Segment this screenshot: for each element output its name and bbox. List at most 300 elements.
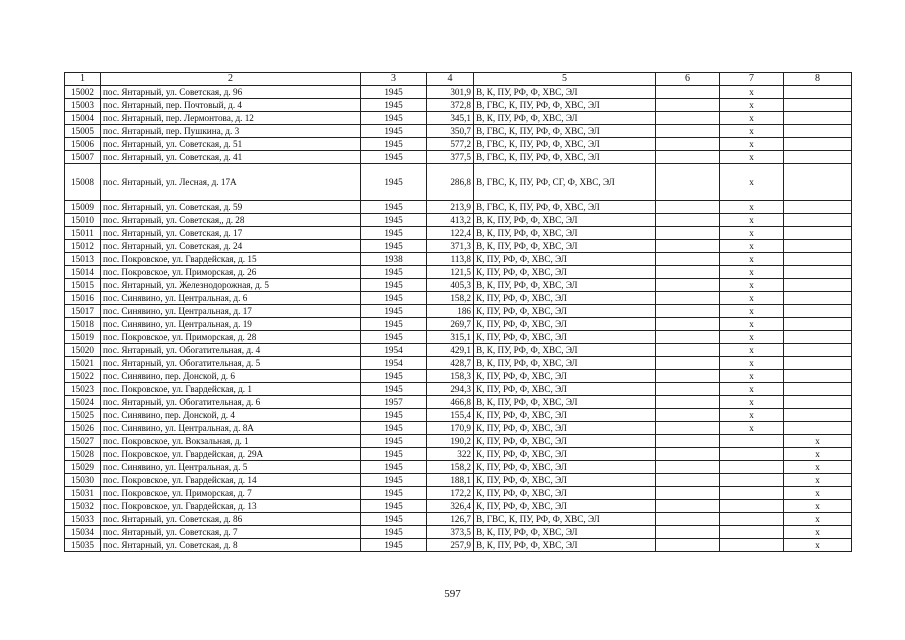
column-6-cell	[656, 86, 720, 99]
utilities-cell: К, ПУ, РФ, Ф, ХВС, ЭЛ	[474, 266, 656, 279]
column-8-mark	[784, 305, 852, 318]
column-8-mark: x	[784, 513, 852, 526]
area-cell: 371,3	[427, 240, 474, 253]
utilities-cell: В, К, ПУ, РФ, Ф, ХВС, ЭЛ	[474, 227, 656, 240]
area-cell: 428,7	[427, 357, 474, 370]
row-number: 15009	[65, 201, 101, 214]
row-number: 15034	[65, 526, 101, 539]
year-cell: 1954	[361, 357, 427, 370]
table-row	[65, 500, 852, 513]
area-cell: 170,9	[427, 422, 474, 435]
address-cell: пос. Синявино, ул. Центральная, д. 19	[101, 318, 361, 331]
column-8-mark	[784, 370, 852, 383]
column-6-cell	[656, 370, 720, 383]
table-row	[65, 422, 852, 435]
year-cell: 1945	[361, 409, 427, 422]
row-number: 15035	[65, 539, 101, 552]
column-6-cell	[656, 422, 720, 435]
column-6-cell	[656, 513, 720, 526]
address-cell: пос. Покровское, ул. Гвардейская, д. 15	[101, 253, 361, 266]
address-cell: пос. Покровское, ул. Гвардейская, д. 13	[101, 500, 361, 513]
column-header: 5	[474, 73, 656, 86]
registry-table	[64, 72, 852, 552]
year-cell: 1945	[361, 266, 427, 279]
column-8-mark	[784, 151, 852, 164]
table-row	[65, 99, 852, 112]
column-7-mark	[720, 539, 784, 552]
address-cell: пос. Янтарный, ул. Советская, д. 7	[101, 526, 361, 539]
column-6-cell	[656, 164, 720, 201]
column-7-mark: x	[720, 227, 784, 240]
column-8-mark	[784, 292, 852, 305]
year-cell: 1945	[361, 370, 427, 383]
year-cell: 1945	[361, 125, 427, 138]
column-header: 6	[656, 73, 720, 86]
utilities-cell: В, К, ПУ, РФ, Ф, ХВС, ЭЛ	[474, 357, 656, 370]
column-6-cell	[656, 357, 720, 370]
column-8-mark	[784, 201, 852, 214]
address-cell: пос. Янтарный, ул. Советская, д. 51	[101, 138, 361, 151]
column-7-mark: x	[720, 279, 784, 292]
table-row	[65, 435, 852, 448]
column-7-mark: x	[720, 383, 784, 396]
column-6-cell	[656, 125, 720, 138]
column-6-cell	[656, 138, 720, 151]
row-number: 15008	[65, 164, 101, 201]
row-number: 15024	[65, 396, 101, 409]
table-row	[65, 396, 852, 409]
utilities-cell: В, ГВС, К, ПУ, РФ, Ф, ХВС, ЭЛ	[474, 201, 656, 214]
row-number: 15020	[65, 344, 101, 357]
area-cell: 155,4	[427, 409, 474, 422]
table-row	[65, 227, 852, 240]
column-6-cell	[656, 396, 720, 409]
utilities-cell: В, ГВС, К, ПУ, РФ, Ф, ХВС, ЭЛ	[474, 125, 656, 138]
column-8-mark	[784, 279, 852, 292]
utilities-cell: В, ГВС, К, ПУ, РФ, СГ, Ф, ХВС, ЭЛ	[474, 164, 656, 201]
year-cell: 1945	[361, 279, 427, 292]
year-cell: 1945	[361, 318, 427, 331]
year-cell: 1945	[361, 383, 427, 396]
address-cell: пос. Синявино, пер. Донской, д. 6	[101, 370, 361, 383]
address-cell: пос. Янтарный, пер. Пушкина, д. 3	[101, 125, 361, 138]
column-8-mark	[784, 164, 852, 201]
column-7-mark	[720, 500, 784, 513]
column-7-mark	[720, 526, 784, 539]
address-cell: пос. Янтарный, пер. Почтовый, д. 4	[101, 99, 361, 112]
column-8-mark	[784, 214, 852, 227]
row-number: 15014	[65, 266, 101, 279]
row-number: 15012	[65, 240, 101, 253]
address-cell: пос. Янтарный, ул. Советская, д. 59	[101, 201, 361, 214]
year-cell: 1945	[361, 448, 427, 461]
row-number: 15015	[65, 279, 101, 292]
column-header: 1	[65, 73, 101, 86]
row-number: 15002	[65, 86, 101, 99]
address-cell: пос. Синявино, пер. Донской, д. 4	[101, 409, 361, 422]
row-number: 15033	[65, 513, 101, 526]
area-cell: 372,8	[427, 99, 474, 112]
column-6-cell	[656, 474, 720, 487]
utilities-cell: К, ПУ, РФ, Ф, ХВС, ЭЛ	[474, 370, 656, 383]
row-number: 15028	[65, 448, 101, 461]
area-cell: 377,5	[427, 151, 474, 164]
address-cell: пос. Янтарный, ул. Обогатительная, д. 4	[101, 344, 361, 357]
year-cell: 1945	[361, 86, 427, 99]
table-row	[65, 526, 852, 539]
row-number: 15026	[65, 422, 101, 435]
column-8-mark	[784, 331, 852, 344]
column-7-mark: x	[720, 99, 784, 112]
year-cell: 1945	[361, 422, 427, 435]
row-number: 15027	[65, 435, 101, 448]
utilities-cell: К, ПУ, РФ, Ф, ХВС, ЭЛ	[474, 422, 656, 435]
area-cell: 158,3	[427, 370, 474, 383]
column-7-mark	[720, 435, 784, 448]
row-number: 15016	[65, 292, 101, 305]
column-7-mark: x	[720, 240, 784, 253]
address-cell: пос. Янтарный, ул. Обогатительная, д. 6	[101, 396, 361, 409]
column-7-mark: x	[720, 266, 784, 279]
area-cell: 301,9	[427, 86, 474, 99]
utilities-cell: К, ПУ, РФ, Ф, ХВС, ЭЛ	[474, 500, 656, 513]
area-cell: 158,2	[427, 292, 474, 305]
address-cell: пос. Синявино, ул. Центральная, д. 17	[101, 305, 361, 318]
column-8-mark	[784, 266, 852, 279]
column-6-cell	[656, 99, 720, 112]
column-6-cell	[656, 305, 720, 318]
table-row	[65, 448, 852, 461]
column-header: 7	[720, 73, 784, 86]
utilities-cell: В, К, ПУ, РФ, Ф, ХВС, ЭЛ	[474, 526, 656, 539]
column-8-mark	[784, 318, 852, 331]
row-number: 15032	[65, 500, 101, 513]
year-cell: 1945	[361, 138, 427, 151]
row-number: 15017	[65, 305, 101, 318]
utilities-cell: В, К, ПУ, РФ, Ф, ХВС, ЭЛ	[474, 240, 656, 253]
row-number: 15013	[65, 253, 101, 266]
row-number: 15031	[65, 487, 101, 500]
year-cell: 1945	[361, 487, 427, 500]
table-row	[65, 138, 852, 151]
row-number: 15021	[65, 357, 101, 370]
table-row	[65, 240, 852, 253]
utilities-cell: К, ПУ, РФ, Ф, ХВС, ЭЛ	[474, 292, 656, 305]
area-cell: 405,3	[427, 279, 474, 292]
year-cell: 1945	[361, 99, 427, 112]
table-row	[65, 513, 852, 526]
table-row	[65, 279, 852, 292]
column-6-cell	[656, 500, 720, 513]
year-cell: 1945	[361, 214, 427, 227]
column-7-mark: x	[720, 305, 784, 318]
area-cell: 190,2	[427, 435, 474, 448]
row-number: 15025	[65, 409, 101, 422]
area-cell: 413,2	[427, 214, 474, 227]
utilities-cell: К, ПУ, РФ, Ф, ХВС, ЭЛ	[474, 448, 656, 461]
column-7-mark: x	[720, 396, 784, 409]
table-row	[65, 125, 852, 138]
table-row	[65, 383, 852, 396]
year-cell: 1945	[361, 474, 427, 487]
area-cell: 322	[427, 448, 474, 461]
utilities-cell: К, ПУ, РФ, Ф, ХВС, ЭЛ	[474, 383, 656, 396]
area-cell: 373,5	[427, 526, 474, 539]
column-8-mark: x	[784, 474, 852, 487]
column-header: 2	[101, 73, 361, 86]
column-7-mark: x	[720, 292, 784, 305]
area-cell: 186	[427, 305, 474, 318]
table-row	[65, 266, 852, 279]
area-cell: 429,1	[427, 344, 474, 357]
column-7-mark	[720, 487, 784, 500]
utilities-cell: В, К, ПУ, РФ, Ф, ХВС, ЭЛ	[474, 279, 656, 292]
address-cell: пос. Янтарный, ул. Советская, д. 96	[101, 86, 361, 99]
address-cell: пос. Покровское, ул. Гвардейская, д. 14	[101, 474, 361, 487]
column-7-mark: x	[720, 331, 784, 344]
year-cell: 1945	[361, 513, 427, 526]
utilities-cell: К, ПУ, РФ, Ф, ХВС, ЭЛ	[474, 318, 656, 331]
column-6-cell	[656, 383, 720, 396]
area-cell: 158,2	[427, 461, 474, 474]
column-7-mark: x	[720, 112, 784, 125]
column-6-cell	[656, 331, 720, 344]
column-8-mark	[784, 138, 852, 151]
column-6-cell	[656, 151, 720, 164]
column-6-cell	[656, 112, 720, 125]
year-cell: 1945	[361, 435, 427, 448]
address-cell: пос. Покровское, ул. Приморская, д. 7	[101, 487, 361, 500]
table-row	[65, 318, 852, 331]
column-7-mark: x	[720, 253, 784, 266]
column-6-cell	[656, 487, 720, 500]
utilities-cell: В, ГВС, К, ПУ, РФ, Ф, ХВС, ЭЛ	[474, 138, 656, 151]
column-6-cell	[656, 279, 720, 292]
address-cell: пос. Янтарный, ул. Лесная, д. 17А	[101, 164, 361, 201]
column-7-mark: x	[720, 422, 784, 435]
column-7-mark: x	[720, 86, 784, 99]
utilities-cell: К, ПУ, РФ, Ф, ХВС, ЭЛ	[474, 474, 656, 487]
address-cell: пос. Янтарный, ул. Обогатительная, д. 5	[101, 357, 361, 370]
header-row	[65, 73, 852, 86]
address-cell: пос. Синявино, ул. Центральная, д. 5	[101, 461, 361, 474]
column-7-mark: x	[720, 370, 784, 383]
table-row	[65, 461, 852, 474]
area-cell: 121,5	[427, 266, 474, 279]
column-7-mark: x	[720, 151, 784, 164]
utilities-cell: В, ГВС, К, ПУ, РФ, Ф, ХВС, ЭЛ	[474, 99, 656, 112]
address-cell: пос. Янтарный, ул. Советская, д. 17	[101, 227, 361, 240]
column-6-cell	[656, 448, 720, 461]
table-row	[65, 253, 852, 266]
table-row	[65, 344, 852, 357]
utilities-cell: К, ПУ, РФ, Ф, ХВС, ЭЛ	[474, 409, 656, 422]
column-6-cell	[656, 227, 720, 240]
column-7-mark: x	[720, 201, 784, 214]
row-number: 15018	[65, 318, 101, 331]
table-row	[65, 151, 852, 164]
column-6-cell	[656, 201, 720, 214]
address-cell: пос. Янтарный, ул. Советская, д. 8	[101, 539, 361, 552]
table-row	[65, 292, 852, 305]
page-number: 597	[444, 588, 461, 600]
utilities-cell: В, К, ПУ, РФ, Ф, ХВС, ЭЛ	[474, 112, 656, 125]
column-8-mark	[784, 86, 852, 99]
column-7-mark	[720, 474, 784, 487]
column-6-cell	[656, 409, 720, 422]
column-8-mark: x	[784, 435, 852, 448]
utilities-cell: К, ПУ, РФ, Ф, ХВС, ЭЛ	[474, 331, 656, 344]
column-8-mark	[784, 344, 852, 357]
utilities-cell: К, ПУ, РФ, Ф, ХВС, ЭЛ	[474, 253, 656, 266]
row-number: 15022	[65, 370, 101, 383]
utilities-cell: В, К, ПУ, РФ, Ф, ХВС, ЭЛ	[474, 539, 656, 552]
table-row	[65, 539, 852, 552]
address-cell: пос. Покровское, ул. Гвардейская, д. 1	[101, 383, 361, 396]
year-cell: 1945	[361, 331, 427, 344]
area-cell: 326,4	[427, 500, 474, 513]
table-row	[65, 409, 852, 422]
year-cell: 1945	[361, 292, 427, 305]
row-number: 15010	[65, 214, 101, 227]
address-cell: пос. Покровское, ул. Приморская, д. 28	[101, 331, 361, 344]
column-8-mark	[784, 99, 852, 112]
utilities-cell: В, К, ПУ, РФ, Ф, ХВС, ЭЛ	[474, 396, 656, 409]
column-8-mark	[784, 357, 852, 370]
row-number: 15004	[65, 112, 101, 125]
area-cell: 126,7	[427, 513, 474, 526]
utilities-cell: В, К, ПУ, РФ, Ф, ХВС, ЭЛ	[474, 214, 656, 227]
row-number: 15029	[65, 461, 101, 474]
column-7-mark: x	[720, 409, 784, 422]
row-number: 15005	[65, 125, 101, 138]
year-cell: 1945	[361, 201, 427, 214]
area-cell: 188,1	[427, 474, 474, 487]
area-cell: 466,8	[427, 396, 474, 409]
column-6-cell	[656, 539, 720, 552]
area-cell: 577,2	[427, 138, 474, 151]
column-7-mark	[720, 461, 784, 474]
column-8-mark: x	[784, 487, 852, 500]
table-row	[65, 474, 852, 487]
address-cell: пос. Синявино, ул. Центральная, д. 8А	[101, 422, 361, 435]
column-header: 4	[427, 73, 474, 86]
table-row	[65, 164, 852, 201]
utilities-cell: К, ПУ, РФ, Ф, ХВС, ЭЛ	[474, 461, 656, 474]
row-number: 15006	[65, 138, 101, 151]
column-6-cell	[656, 435, 720, 448]
column-6-cell	[656, 266, 720, 279]
column-7-mark: x	[720, 344, 784, 357]
column-8-mark	[784, 240, 852, 253]
column-7-mark	[720, 513, 784, 526]
area-cell: 350,7	[427, 125, 474, 138]
column-6-cell	[656, 253, 720, 266]
column-7-mark: x	[720, 357, 784, 370]
utilities-cell: К, ПУ, РФ, Ф, ХВС, ЭЛ	[474, 487, 656, 500]
address-cell: пос. Покровское, ул. Гвардейская, д. 29А	[101, 448, 361, 461]
column-7-mark: x	[720, 318, 784, 331]
area-cell: 315,1	[427, 331, 474, 344]
row-number: 15003	[65, 99, 101, 112]
year-cell: 1957	[361, 396, 427, 409]
utilities-cell: В, ГВС, К, ПУ, РФ, Ф, ХВС, ЭЛ	[474, 513, 656, 526]
year-cell: 1945	[361, 112, 427, 125]
column-8-mark	[784, 112, 852, 125]
row-number: 15019	[65, 331, 101, 344]
row-number: 15030	[65, 474, 101, 487]
utilities-cell: К, ПУ, РФ, Ф, ХВС, ЭЛ	[474, 305, 656, 318]
column-6-cell	[656, 214, 720, 227]
table-row	[65, 357, 852, 370]
address-cell: пос. Синявино, ул. Центральная, д. 6	[101, 292, 361, 305]
column-8-mark: x	[784, 448, 852, 461]
column-8-mark	[784, 125, 852, 138]
utilities-cell: К, ПУ, РФ, Ф, ХВС, ЭЛ	[474, 435, 656, 448]
year-cell: 1945	[361, 526, 427, 539]
table-row	[65, 305, 852, 318]
utilities-cell: В, К, ПУ, РФ, Ф, ХВС, ЭЛ	[474, 86, 656, 99]
year-cell: 1938	[361, 253, 427, 266]
address-cell: пос. Янтарный, ул. Советская, д. 24	[101, 240, 361, 253]
area-cell: 269,7	[427, 318, 474, 331]
area-cell: 345,1	[427, 112, 474, 125]
area-cell: 113,8	[427, 253, 474, 266]
column-6-cell	[656, 318, 720, 331]
table-row	[65, 370, 852, 383]
column-8-mark	[784, 383, 852, 396]
area-cell: 122,4	[427, 227, 474, 240]
area-cell: 286,8	[427, 164, 474, 201]
area-cell: 294,3	[427, 383, 474, 396]
column-7-mark: x	[720, 214, 784, 227]
row-number: 15023	[65, 383, 101, 396]
column-7-mark: x	[720, 138, 784, 151]
address-cell: пос. Покровское, ул. Вокзальная, д. 1	[101, 435, 361, 448]
column-6-cell	[656, 344, 720, 357]
year-cell: 1945	[361, 151, 427, 164]
table-row	[65, 86, 852, 99]
year-cell: 1954	[361, 344, 427, 357]
column-header: 3	[361, 73, 427, 86]
column-8-mark	[784, 253, 852, 266]
address-cell: пос. Янтарный, пер. Лермонтова, д. 12	[101, 112, 361, 125]
column-6-cell	[656, 240, 720, 253]
utilities-cell: В, К, ПУ, РФ, Ф, ХВС, ЭЛ	[474, 344, 656, 357]
utilities-cell: В, ГВС, К, ПУ, РФ, Ф, ХВС, ЭЛ	[474, 151, 656, 164]
column-8-mark	[784, 409, 852, 422]
row-number: 15007	[65, 151, 101, 164]
area-cell: 257,9	[427, 539, 474, 552]
column-8-mark	[784, 227, 852, 240]
address-cell: пос. Янтарный, ул. Советская, д. 86	[101, 513, 361, 526]
address-cell: пос. Покровское, ул. Приморская, д. 26	[101, 266, 361, 279]
column-8-mark: x	[784, 539, 852, 552]
year-cell: 1945	[361, 500, 427, 513]
area-cell: 172,2	[427, 487, 474, 500]
year-cell: 1945	[361, 227, 427, 240]
year-cell: 1945	[361, 164, 427, 201]
column-7-mark	[720, 448, 784, 461]
year-cell: 1945	[361, 461, 427, 474]
table-row	[65, 112, 852, 125]
table-row	[65, 214, 852, 227]
row-number: 15011	[65, 227, 101, 240]
area-cell: 213,9	[427, 201, 474, 214]
column-8-mark	[784, 422, 852, 435]
table-row	[65, 201, 852, 214]
address-cell: пос. Янтарный, ул. Советская, д. 41	[101, 151, 361, 164]
